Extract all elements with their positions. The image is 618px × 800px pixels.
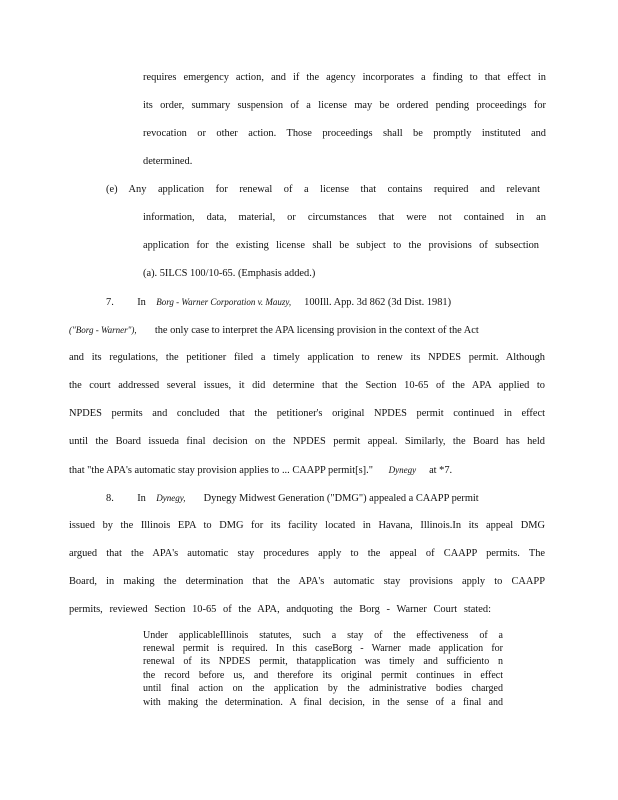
subsection-e-line-1: (e) Any application for renewal of a license that contains required and relevant: [106, 184, 540, 195]
para7-line-1: [106, 296, 546, 309]
statute-line-1: requires emergency action, and if the agency incorporates a finding to that effect in: [143, 72, 546, 83]
block-quote-line-1: Under applicableIllinois statutes, such a stay of the effectiveness of a: [143, 630, 503, 641]
subsection-e-line-3: application for the existing license shall be subject to the provisions of subsection: [143, 240, 539, 251]
para8-line-3: argued that the APA's automatic stay procedures apply to the appeal of CAAPP permits. The: [69, 548, 545, 559]
para7-line-6: until the Board issueda final decision on the NPDES permit appeal. Similarly, the Board has held: [69, 436, 545, 447]
block-quote-line-6: with making the determination. A final decision, in the sense of a final and: [143, 697, 503, 708]
para8-line-2: issued by the Illinois EPA to DMG for its facility located in Havana, Illinois.In its appeal DMG: [69, 520, 545, 531]
para7-case-name: Borg - Warner Corporation v. Mauzy,: [156, 297, 292, 307]
para7-citation: 100Ill. App. 3d 862 (3d Dist. 1981): [304, 297, 452, 308]
para8-line-1-text: Dynegy Midwest Generation ("DMG") appealed a CAAPP permit: [203, 493, 479, 504]
para7-line-2-text: the only case to interpret the APA licensing provision in the context of the Act: [154, 325, 479, 336]
para7-number: 7.: [106, 297, 114, 308]
block-quote-line-4: the record before us, and therefore its original permit continues in effect: [143, 670, 503, 681]
statute-line-2: its order, summary suspension of a license may be ordered pending proceedings for: [143, 100, 546, 111]
para7-in: In: [137, 297, 146, 308]
para8-case-name: Dynegy,: [156, 493, 186, 503]
para7-line-2: [69, 324, 549, 337]
block-quote-line-5: until final action on the application by the administrative bodies charged: [143, 683, 503, 694]
para8-in: In: [137, 493, 146, 504]
para7-pin-cite: at *7.: [429, 465, 453, 476]
para8-number: 8.: [106, 493, 114, 504]
statute-line-4: determined.: [143, 156, 193, 167]
para7-quote: that "the APA's automatic stay provision applies to ... CAAPP permit[s].": [69, 465, 373, 476]
subsection-e-line-2: information, data, material, or circumstances that were not contained in an: [143, 212, 546, 223]
statute-line-3: revocation or other action. Those proceedings shall be promptly instituted and: [143, 128, 546, 139]
para8-line-1: [106, 492, 546, 505]
para7-short-cite: ("Borg - Warner"),: [69, 325, 137, 335]
para8-line-4: Board, in making the determination that the APA's automatic stay provisions apply to CAAPP: [69, 576, 545, 587]
para7-line-3: and its regulations, the petitioner filed a timely application to renew its NPDES permit. Although: [69, 352, 545, 363]
para7-line-4: the court addressed several issues, it did determine that the Section 10-65 of the APA applied to: [69, 380, 545, 391]
block-quote-line-3: renewal of its NPDES permit, thatapplication was timely and sufficiento n: [143, 656, 503, 667]
para8-line-5: permits, reviewed Section 10-65 of the APA, andquoting the Borg - Warner Court stated:: [69, 604, 491, 615]
block-quote-line-2: renewal permit is required. In this caseBorg - Warner made application for: [143, 643, 503, 654]
para7-dynegy-cite: Dynegy: [388, 465, 417, 475]
para7-line-5: NPDES permits and concluded that the petitioner's original NPDES permit continued in effect: [69, 408, 545, 419]
subsection-e-line-4: (a). 5ILCS 100/10-65. (Emphasis added.): [143, 268, 316, 279]
para7-line-7: [69, 464, 509, 477]
